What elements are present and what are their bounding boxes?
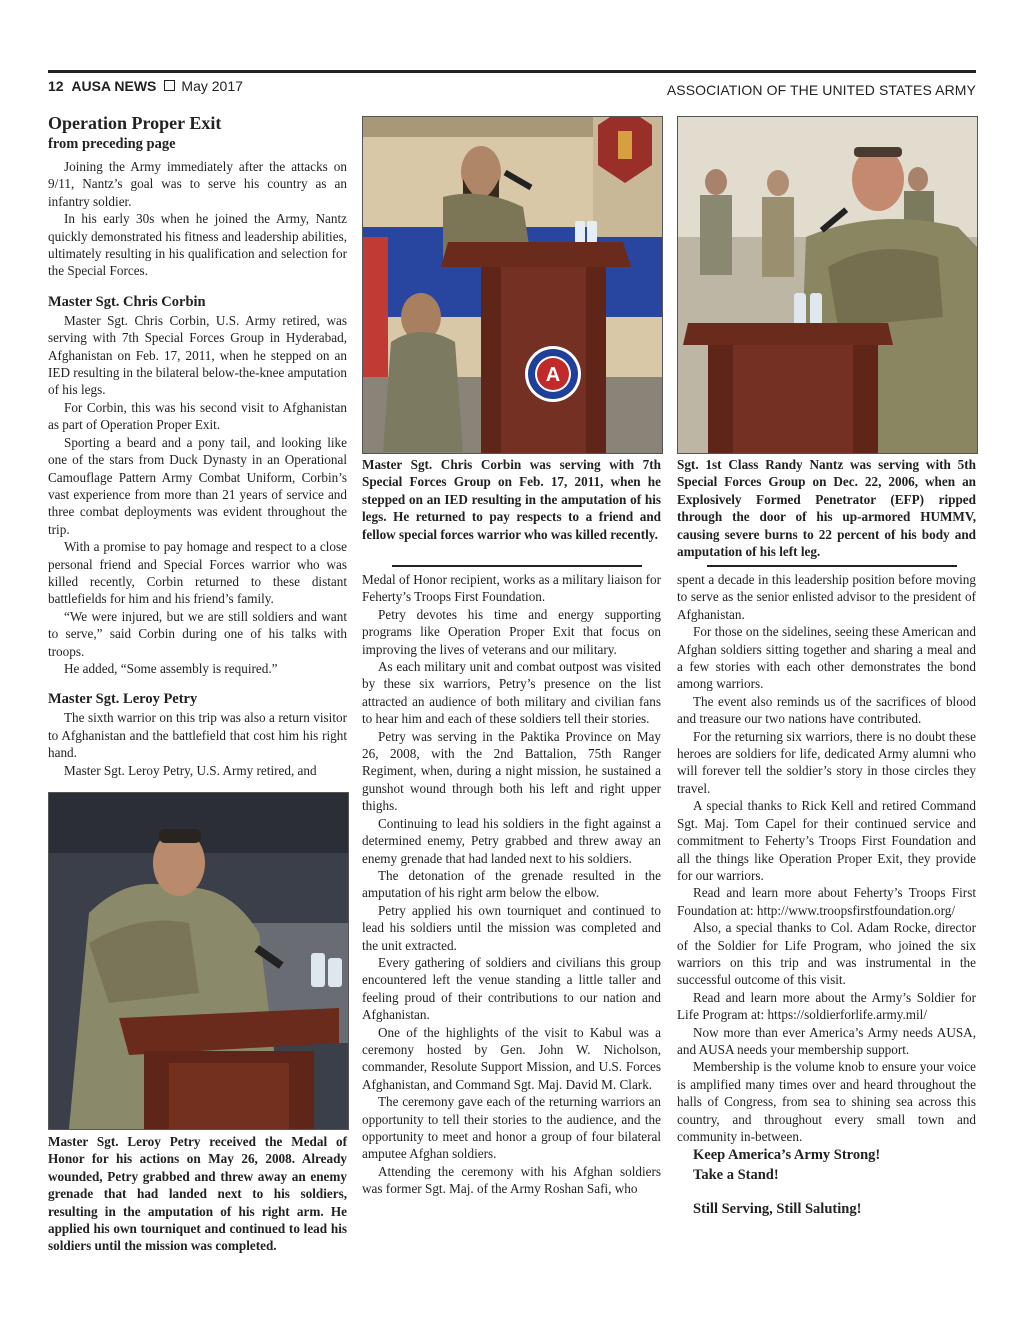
column-1 xyxy=(48,112,347,779)
paragraph: Also, a special thanks to Col. Adam Rocke, director of the Soldier for Life Program, who joined the six warriors on this trip and was instrumental in the successful outcome of this visit. xyxy=(677,920,976,988)
column-3 xyxy=(677,571,976,1219)
paragraph: For Corbin, this was his second visit to Afghanistan as part of Operation Proper Exit. xyxy=(48,399,347,433)
paragraph: As each military unit and combat outpost was visited by these six warriors, Petry’s presence on the list attracted an audience of both military and civilian fans to hear him and each of these soldiers tell their stories. xyxy=(362,659,661,727)
section-heading-petry: Master Sgt. Leroy Petry xyxy=(48,691,198,708)
paragraph: “We were injured, but we are still soldiers and want to serve,” said Corbin during one of his talks with troops. xyxy=(48,608,347,659)
paragraph: Sporting a beard and a pony tail, and looking like one of the stars from Duck Dynasty in an Operational Camouflage Pattern Army Combat Uniform, Corbin’s vast experience from more than 21 years of service and three combat deployments was evident throughout the trip. xyxy=(48,434,347,537)
organization-name: ASSOCIATION OF THE UNITED STATES ARMY xyxy=(666,82,976,98)
page-header-left xyxy=(48,78,243,94)
paragraph: For those on the sidelines, seeing these American and Afghan soldiers sitting together and sharing a meal and a few stories with each other demonstrates the bond among warriors. xyxy=(677,624,976,692)
photo-corbin xyxy=(362,116,663,454)
caption-corbin: Master Sgt. Chris Corbin was serving with 7th Special Forces Group on Feb. 17, 2011, when he stepped on an IED resulting in the amputation of his legs. He returned to pay respects to a friend and fellow special forces warrior who was killed recently. xyxy=(362,457,661,542)
paragraph: spent a decade in this leadership position before moving to serve as the senior enlisted advisor to the president of Afghanistan. xyxy=(677,572,976,622)
podium-letter: A xyxy=(545,364,561,386)
paragraph: Now more than ever America’s Army needs AUSA, and AUSA needs your membership support. xyxy=(677,1024,976,1057)
column-2 xyxy=(362,571,661,1198)
article-title: Operation Proper Exit xyxy=(48,113,222,133)
paragraph: Master Sgt. Chris Corbin, U.S. Army retired, was serving with 7th Special Forces Group in Hyderabad, Afghanistan on Feb. 17, 2011, when he stepped on an IED resulting in the bilateral below-the-knee amputation of his legs. xyxy=(48,312,347,398)
paragraph: Attending the ceremony with his Afghan soldiers was former Sgt. Maj. of the Army Roshan Safi, who xyxy=(362,1163,661,1197)
paragraph: With a promise to pay homage and respect to a close personal friend and Special Forces warrior who was killed recently, Corbin returned to these distant battlefields for him and his friend’s family. xyxy=(48,539,347,607)
paragraph: Joining the Army immediately after the attacks on 9/11, Nantz’s goal was to serve his country as an infantry soldier. xyxy=(48,159,347,209)
paragraph: Continuing to lead his soldiers in the fight against a determined enemy, Petry grabbed and threw away an enemy grenade that had landed next to his soldiers. xyxy=(362,815,661,866)
publication-name: AUSA NEWS xyxy=(71,78,157,94)
closing-line-3: Still Serving, Still Saluting! xyxy=(693,1201,862,1218)
paragraph: The detonation of the grenade resulted in the amputation of his right arm below the elbow. xyxy=(362,867,661,901)
paragraph: Petry applied his own tourniquet and continued to lead his soldiers until the mission was completed and the unit extracted. xyxy=(362,902,661,953)
issue-date: May 2017 xyxy=(181,78,243,94)
paragraph: Every gathering of soldiers and civilians this group encountered left the venue standing a little taller and feeling proud of their contributions to our nation and Afghanistan. xyxy=(362,954,661,1023)
article-subtitle: from preceding page xyxy=(48,136,176,152)
section-heading-corbin: Master Sgt. Chris Corbin xyxy=(48,293,206,310)
paragraph: He added, “Some assembly is required.” xyxy=(64,660,278,676)
paragraph: The sixth warrior on this trip was also a return visitor to Afghanistan and the battlefield that cost him his right hand. xyxy=(48,710,347,761)
paragraph: In his early 30s when he joined the Army, Nantz quickly demonstrated his fitness and leadership abilities, ultimately resulting in his qualification and selection for the Special Forces. xyxy=(48,211,347,279)
closing-line-2: Take a Stand! xyxy=(693,1167,779,1184)
paragraph: Medal of Honor recipient, works as a military liaison for Feherty’s Troops First Foundation. xyxy=(362,572,661,605)
closing-line-1: Keep America’s Army Strong! xyxy=(693,1147,881,1164)
paragraph: Membership is the volume knob to ensure your voice is amplified many times over and heard throughout the halls of Congress, from sea to shining sea across this country, and throughout every small town and community in-between. xyxy=(677,1059,976,1144)
paragraph: Petry was serving in the Paktika Province on May 26, 2008, with the 2nd Battalion, 75th Ranger Regiment, when, during a night mission, he sustained a gunshot wound through both his left and right upper thighs. xyxy=(362,728,661,814)
paragraph: One of the highlights of the visit to Kabul was a ceremony hosted by Gen. John W. Nicholson, commander, Resolute Support Mission, and U.S. Forces Afghanistan, and Command Sgt. Maj. David M. Clark. xyxy=(362,1024,661,1092)
paragraph: Read and learn more about Feherty’s Troops First Foundation at: http://www.troopsfirstfoundation.org/ xyxy=(677,885,976,918)
header-rule xyxy=(48,70,976,73)
checkbox-square-icon xyxy=(164,80,175,91)
page-number: 12 xyxy=(48,78,64,94)
photo-nantz xyxy=(677,116,978,454)
paragraph: The event also reminds us of the sacrifices of blood and treasure our two nations have contributed. xyxy=(677,693,976,727)
photo-petry xyxy=(48,792,349,1130)
paragraph: The ceremony gave each of the returning warriors an opportunity to tell their stories to the audience, and the opportunity to meet and honor a group of four bilateral amputee Afghan soldiers. xyxy=(362,1094,661,1162)
paragraph: For the returning six warriors, there is no doubt these heroes are soldiers for life, dedicated Army alumni who will forever tell the soldier’s story in those circles they travel. xyxy=(677,728,976,796)
paragraph: A special thanks to Rick Kell and retired Command Sgt. Maj. Tom Capel for their continued service and commitment to Feherty’s Troops First Foundation and all the things like Operation Proper Exit, they provide for our warriors. xyxy=(677,798,976,883)
paragraph: Petry devotes his time and energy supporting programs like Operation Proper Exit that focus on improving the lives of veterans and our military. xyxy=(362,606,661,657)
caption-nantz: Sgt. 1st Class Randy Nantz was serving with 5th Special Forces Group on Dec. 22, 2006, when an Explosively Formed Penetrator (EFP) ripped through the door of his up-armored HUMMV, causing severe burns to 22 percent of his body and amputation of his left leg. xyxy=(677,457,976,560)
paragraph: Master Sgt. Leroy Petry, U.S. Army retired, and xyxy=(64,762,317,778)
caption-rule xyxy=(392,565,642,567)
caption-petry: Master Sgt. Leroy Petry received the Medal of Honor for his actions on May 26, 2008. Already wounded, Petry grabbed and threw away an enemy grenade that had landed next to his soldiers, resulting in the amputation of his right arm. He applied his own tourniquet and continued to lead his soldiers until the mission was completed. xyxy=(48,1134,347,1254)
paragraph: Read and learn more about the Army’s Soldier for Life Program at: https://soldierforlife.army.mil/ xyxy=(677,989,976,1023)
caption-rule xyxy=(707,565,957,567)
